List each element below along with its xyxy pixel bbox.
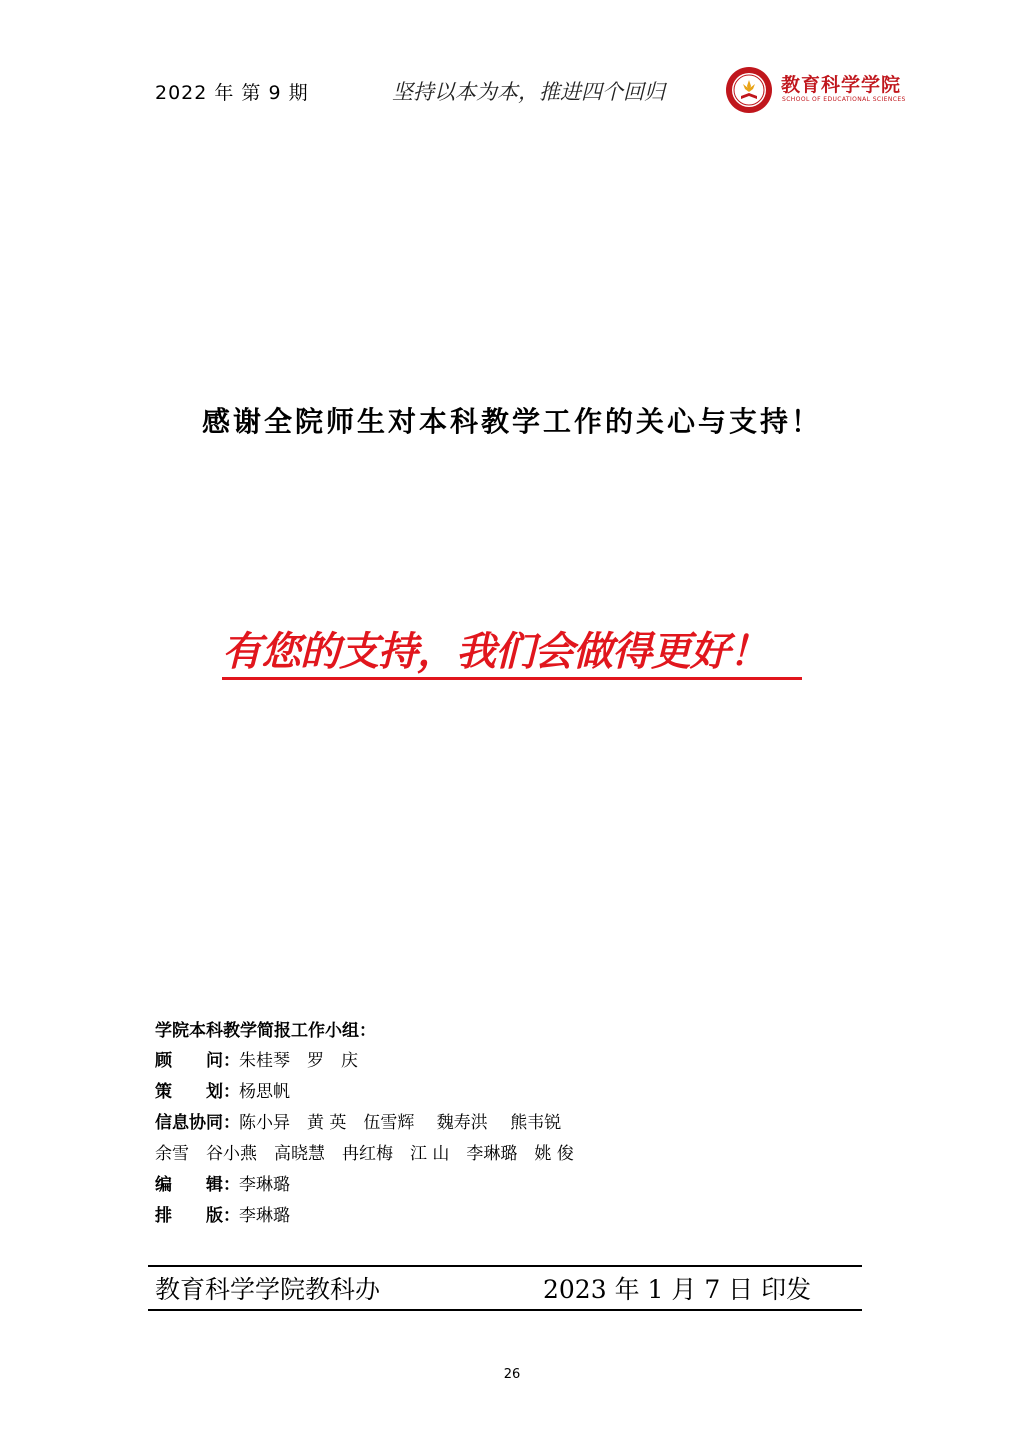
slogan-block [222, 620, 802, 680]
issue-date: 2023 年 1 月 7 日 印发 [543, 1275, 812, 1304]
staff-row-advisor [155, 1046, 358, 1071]
editor-label: 编 辑： [155, 1175, 240, 1195]
info-label: 信息协同： [155, 1113, 240, 1133]
footer-rule-top [148, 1265, 862, 1267]
slogan-underline [222, 677, 802, 680]
thanks-heading: 感谢全院师生对本科教学工作的关心与支持！ [201, 405, 822, 438]
issuing-office: 教育科学学院教科办 [155, 1275, 381, 1304]
page-number: 26 [503, 1367, 521, 1382]
layout-label: 排 版： [155, 1206, 240, 1226]
staff-row-plan [155, 1077, 290, 1102]
slogan: 有您的支持，我们会做得更好！ [222, 629, 768, 675]
plan-value: 杨思帆 [239, 1082, 290, 1102]
staff-row-editor [155, 1170, 290, 1195]
header-motto: 坚持以本为本，推进四个回归 [392, 80, 665, 104]
editor-value: 李琳璐 [239, 1175, 290, 1195]
advisor-label: 顾 问： [155, 1051, 240, 1071]
college-seal-icon [725, 66, 773, 114]
advisor-value: 朱桂琴 罗 庆 [239, 1051, 358, 1071]
footer-rule-bottom [148, 1309, 862, 1311]
staff-title: 学院本科教学简报工作小组： [155, 1021, 376, 1041]
staff-row-info [155, 1108, 561, 1133]
staff-row-info-more: 余雪 谷小燕 高晓慧 冉红梅 江 山 李琳璐 姚 俊 [155, 1144, 574, 1164]
plan-label: 策 划： [155, 1082, 240, 1102]
logo-english-name: SCHOOL OF EDUCATIONAL SCIENCES [782, 96, 906, 103]
logo-name: 教育科学学院 [781, 74, 902, 96]
layout-value: 李琳璐 [239, 1206, 290, 1226]
issue-number: 2022 年 第 9 期 [155, 82, 309, 104]
info-value: 陈小异 黄 英 伍雪辉 魏寿洪 熊韦锐 [239, 1113, 562, 1133]
staff-row-layout [155, 1201, 290, 1226]
college-logo [725, 66, 905, 114]
